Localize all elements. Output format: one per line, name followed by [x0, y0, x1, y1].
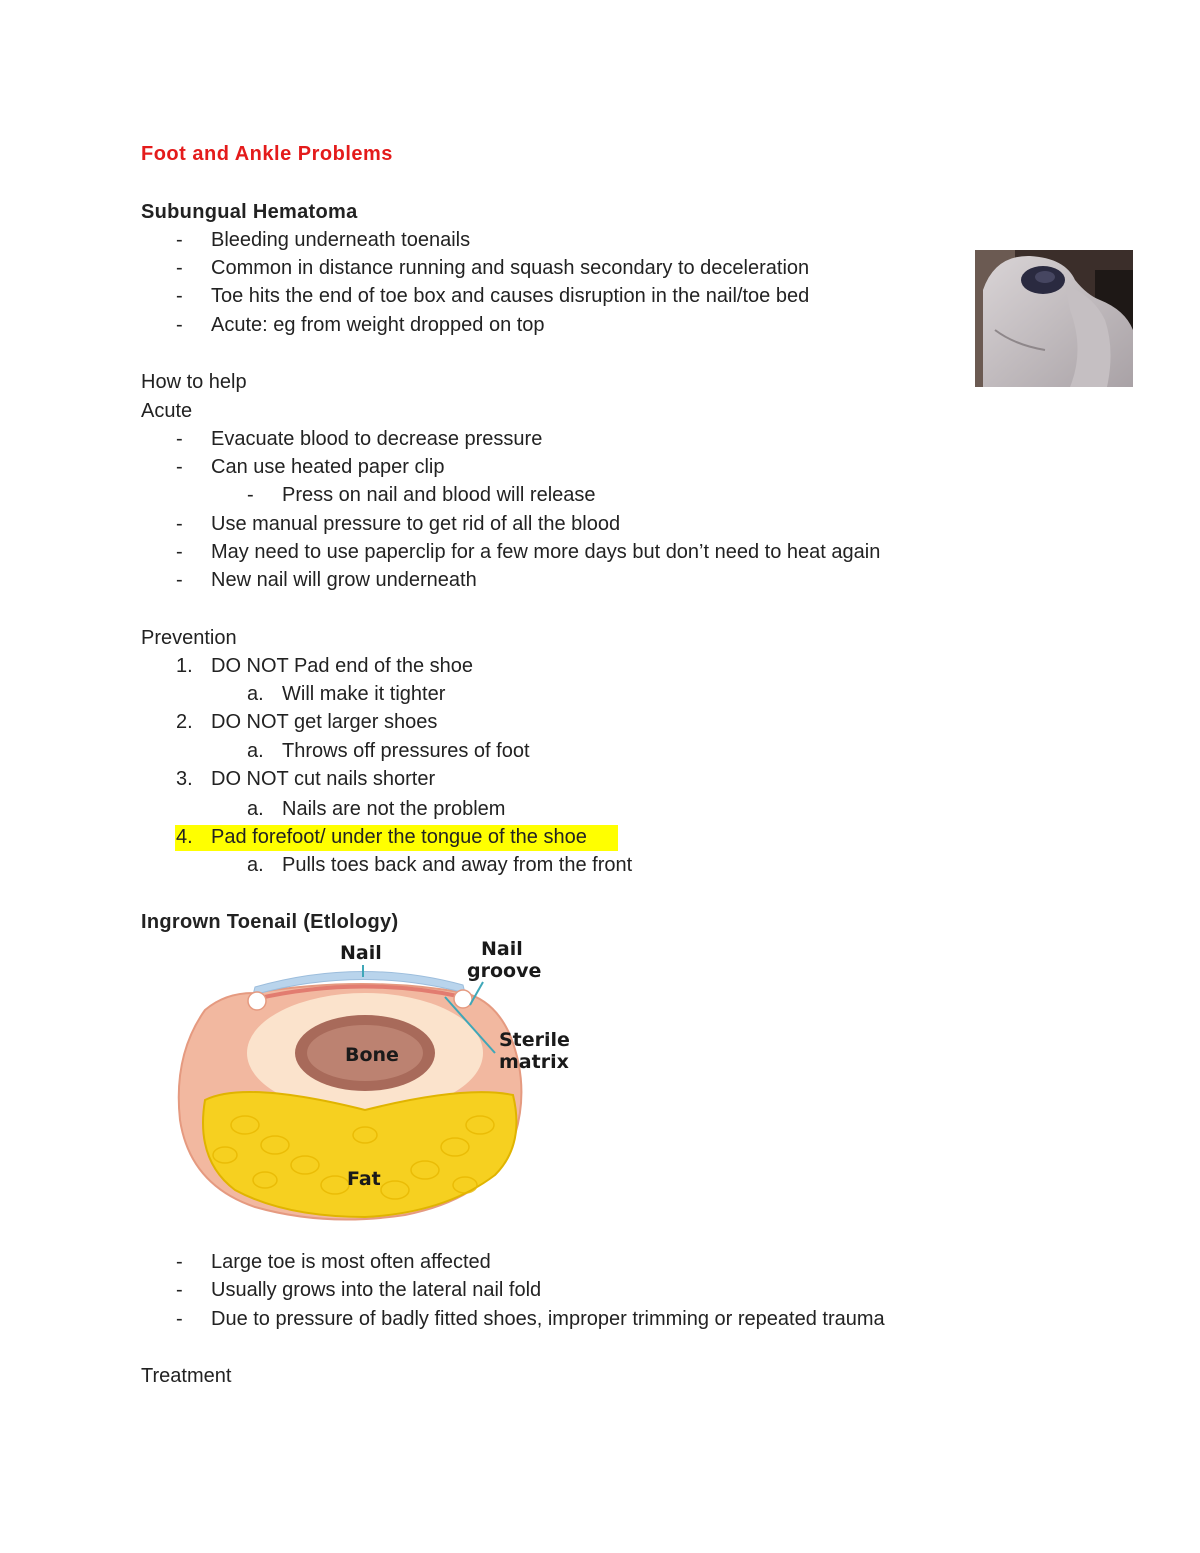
list-item: Use manual pressure to get rid of all the blood: [211, 513, 621, 535]
section-heading-ingrown: Ingrown Toenail (Etlology): [141, 911, 399, 933]
toe-photo: [975, 250, 1133, 387]
bullet-marker: -: [176, 1251, 183, 1273]
list-item: Evacuate blood to decrease pressure: [211, 428, 543, 450]
list-item: Bleeding underneath toenails: [211, 229, 471, 251]
list-number: 4.: [176, 826, 193, 848]
list-item: Usually grows into the lateral nail fold: [211, 1279, 542, 1301]
label-sterile-1: Sterile: [499, 1029, 570, 1051]
list-item: Due to pressure of badly fitted shoes, improper trimming or repeated trauma: [211, 1308, 885, 1330]
label-bone: Bone: [345, 1044, 399, 1066]
list-subitem: Throws off pressures of foot: [282, 740, 530, 762]
section-heading-subungual: Subungual Hematoma: [141, 201, 358, 223]
toe-cross-section-diagram: [165, 935, 585, 1230]
list-item-highlighted: Pad forefoot/ under the tongue of the shoe: [211, 826, 587, 848]
list-item: DO NOT cut nails shorter: [211, 768, 436, 790]
left-nail-fold: [248, 992, 266, 1010]
list-item: New nail will grow underneath: [211, 569, 477, 591]
label-fat: Fat: [347, 1168, 381, 1190]
bullet-marker: -: [176, 428, 183, 450]
list-letter: a.: [247, 798, 264, 820]
list-item: Can use heated paper clip: [211, 456, 445, 478]
list-item: Large toe is most often affected: [211, 1251, 491, 1273]
bullet-marker: -: [176, 513, 183, 535]
bullet-marker: -: [176, 285, 183, 307]
bullet-marker: -: [176, 569, 183, 591]
bullet-marker: -: [176, 541, 183, 563]
subheading-acute: Acute: [141, 400, 193, 422]
label-sterile-2: matrix: [499, 1051, 569, 1073]
list-letter: a.: [247, 854, 264, 876]
list-subitem: Pulls toes back and away from the front: [282, 854, 633, 876]
list-item: Toe hits the end of toe box and causes disruption in the nail/toe bed: [211, 285, 810, 307]
bullet-marker: -: [247, 484, 254, 506]
bullet-marker: -: [176, 1279, 183, 1301]
list-item: May need to use paperclip for a few more days but don’t need to heat again: [211, 541, 881, 563]
bullet-marker: -: [176, 456, 183, 478]
list-item: Acute: eg from weight dropped on top: [211, 314, 545, 336]
label-nail-groove-1: Nail: [481, 938, 523, 960]
list-letter: a.: [247, 740, 264, 762]
list-item: DO NOT Pad end of the shoe: [211, 655, 474, 677]
bullet-marker: -: [176, 257, 183, 279]
list-subitem: Nails are not the problem: [282, 798, 506, 820]
list-item: DO NOT get larger shoes: [211, 711, 438, 733]
list-letter: a.: [247, 683, 264, 705]
section-heading-how-to-help: How to help: [141, 371, 247, 393]
section-heading-prevention: Prevention: [141, 627, 237, 649]
fat-shape: [203, 1092, 516, 1217]
right-nail-fold: [454, 990, 472, 1008]
list-number: 3.: [176, 768, 193, 790]
label-nail: Nail: [340, 942, 382, 964]
section-heading-treatment: Treatment: [141, 1365, 232, 1387]
bullet-marker: -: [176, 314, 183, 336]
label-nail-groove-2: groove: [467, 960, 542, 982]
list-number: 2.: [176, 711, 193, 733]
bullet-marker: -: [176, 1308, 183, 1330]
list-item: Press on nail and blood will release: [282, 484, 596, 506]
list-subitem: Will make it tighter: [282, 683, 446, 705]
list-item: Common in distance running and squash secondary to deceleration: [211, 257, 810, 279]
page-title: Foot and Ankle Problems: [141, 143, 393, 165]
list-number: 1.: [176, 655, 193, 677]
bullet-marker: -: [176, 229, 183, 251]
